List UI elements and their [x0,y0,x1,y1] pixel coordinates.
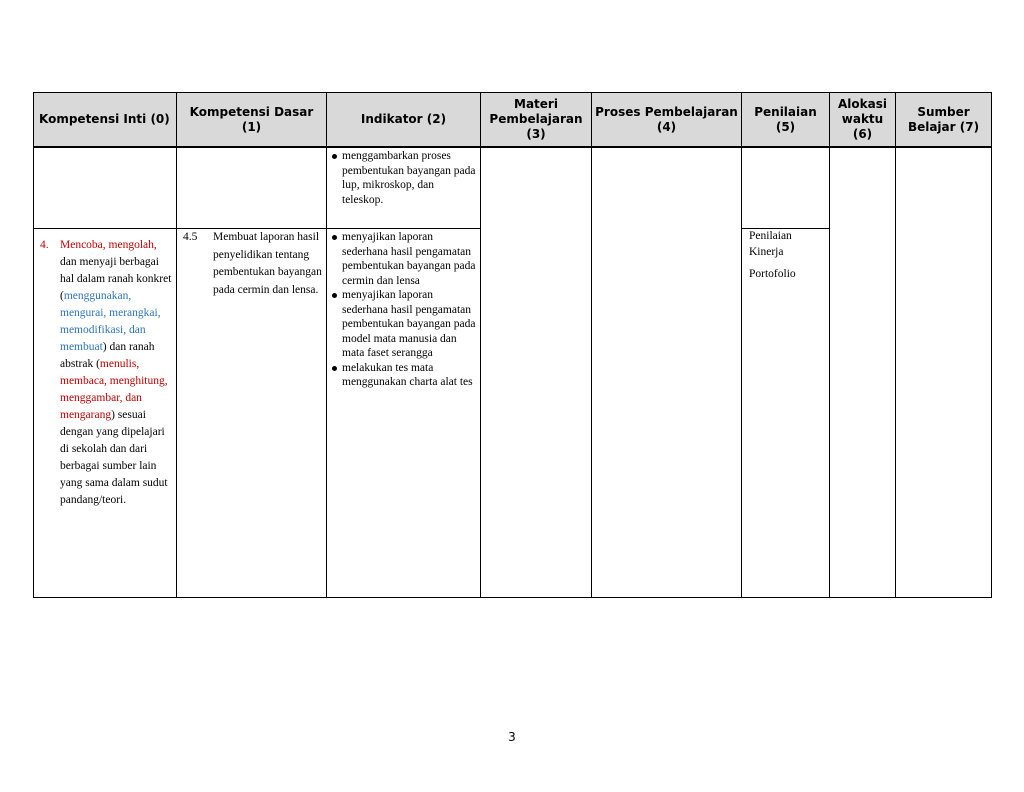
cell-ki-row1 [34,147,177,229]
table-header-row [34,93,992,148]
rpp-table [33,92,992,598]
indikator-item: menyajikan laporan sederhana hasil pengamatan pembentukan bayangan pada model mata manusia dan mata faset serangga [332,288,476,361]
cell-proses [592,147,742,598]
cell-penilaian-row1 [742,147,830,229]
page-number: 3 [508,730,516,744]
cell-penilaian-row2 [742,229,830,598]
cell-indikator-row2 [327,229,481,598]
ki-text-segment: dan menyaji berbagai hal dalam ranah konkret ( [60,256,172,302]
indikator-item: melakukan tes mata menggunakan charta alat tes [332,361,476,390]
cell-ki-row2 [34,229,177,598]
header-proses: Proses Pembelajaran (4) [592,93,742,148]
kd-number: 4.5 [183,231,198,243]
header-alokasi-waktu: Alokasi waktu (6) [830,93,896,148]
cell-indikator-row1 [327,147,481,229]
penilaian-item: Portofolio [749,268,796,280]
ki-text-segment: Mencoba, mengolah, [60,239,157,251]
ki-text-segment: menulis, membaca, menghitung, menggambar, dan mengarang [60,358,168,421]
header-indikator: Indikator (2) [327,93,481,148]
penilaian-item: Penilaian Kinerja [749,230,792,258]
indikator-item: menggambarkan proses pembentukan bayangan pada lup, mikroskop, dan teleskop. [332,149,476,207]
header-kompetensi-inti: Kompetensi Inti (0) [34,93,177,148]
table-row [34,147,992,229]
cell-kd-row2 [177,229,327,598]
header-sumber-belajar: Sumber Belajar (7) [896,93,992,148]
header-kompetensi-dasar: Kompetensi Dasar (1) [177,93,327,148]
indikator-list [327,229,480,390]
cell-kd-row1 [177,147,327,229]
cell-alokasi [830,147,896,598]
header-materi: Materi Pembelajaran (3) [481,93,592,148]
ki-text-segment: ) sesuai dengan yang dipelajari di sekolah dan dari berbagai sumber lain yang sama dalam sudut pandang/teori. [60,409,168,506]
ki-number: 4. [40,239,49,251]
penilaian-list [742,229,829,283]
ki-text-segment: ) dan ranah abstrak ( [60,341,155,370]
header-penilaian: Penilaian (5) [742,93,830,148]
cell-sumber [896,147,992,598]
indikator-item: menyajikan laporan sederhana hasil pengamatan pembentukan bayangan pada cermin dan lensa [332,230,476,288]
cell-materi [481,147,592,598]
ki-text-segment: menggunakan, mengurai, merangkai, memodifikasi, dan membuat [60,290,161,353]
ki-text [40,237,172,509]
kd-text: Membuat laporan hasil penyelidikan tentang pembentukan bayangan pada cermin dan lensa. [213,231,322,296]
